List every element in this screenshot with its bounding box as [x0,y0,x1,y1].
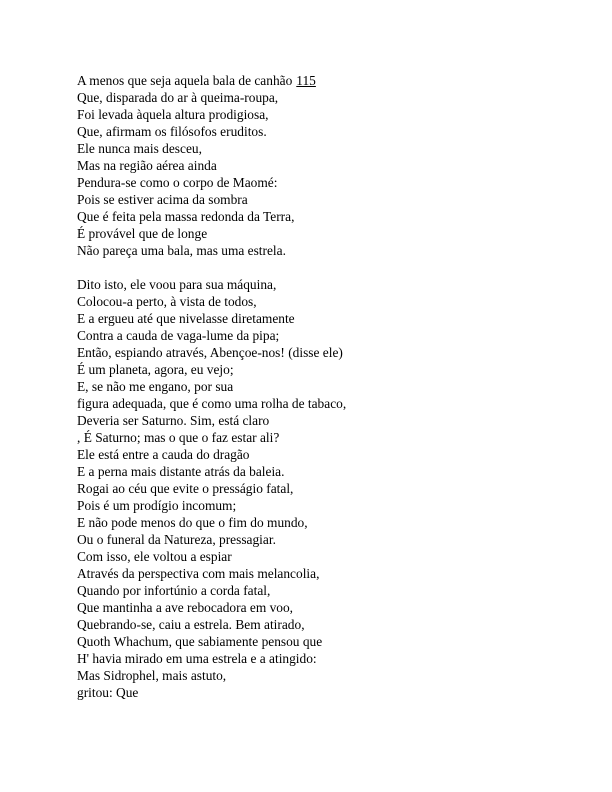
verse-line: E, se não me engano, por sua [77,379,234,394]
verse-line: Que, disparada do ar à queima-roupa, [77,90,279,105]
document-page [77,72,577,701]
verse-line: Dito isto, ele voou para sua máquina, [77,277,277,292]
verse-line: Mas na região aérea ainda [77,158,217,173]
verse-line: H' havia mirado em uma estrela e a atingido: [77,651,317,666]
verse-line: Mas Sidrophel, mais astuto, [77,668,227,683]
verse-line: Quoth Whachum, que sabiamente pensou que [77,634,323,649]
verse-line: Ele nunca mais desceu, [77,141,202,156]
verse-line: Que mantinha a ave rebocadora em voo, [77,600,294,615]
verse-line: Quebrando-se, caiu a estrela. Bem atirado, [77,617,305,632]
verse-line: Então, espiando através, Abençoe-nos! (disse ele) [77,345,343,360]
verse-line: Colocou-a perto, à vista de todos, [77,294,257,309]
verse-line: E a perna mais distante atrás da baleia. [77,464,285,479]
line-number-link[interactable]: 115 [296,73,316,88]
verse-line: Ele está entre a cauda do dragão [77,447,250,462]
verse-line: , É Saturno; mas o que o faz estar ali? [77,430,280,445]
verse-line: gritou: Que [77,685,139,700]
verse-line: Ou o funeral da Natureza, pressagiar. [77,532,276,547]
verse-line: É um planeta, agora, eu vejo; [77,362,234,377]
verse-line: Pendura-se como o corpo de Maomé: [77,175,278,190]
stanza-1 [77,72,577,259]
verse-line: Quando por infortúnio a corda fatal, [77,583,271,598]
verse-line: Rogai ao céu que evite o presságio fatal, [77,481,294,496]
verse-line: figura adequada, que é como uma rolha de tabaco, [77,396,347,411]
verse-line: Deveria ser Saturno. Sim, está claro [77,413,270,428]
stanza-2 [77,276,577,701]
verse-line: E a ergueu até que nivelasse diretamente [77,311,295,326]
verse-line: A menos que seja aquela bala de canhão 115 [77,73,316,88]
verse-line: Pois se estiver acima da sombra [77,192,248,207]
verse-line: Que, afirmam os filósofos eruditos. [77,124,267,139]
verse-line: Foi levada àquela altura prodigiosa, [77,107,269,122]
verse-line: Pois é um prodígio incomum; [77,498,237,513]
verse-line: Não pareça uma bala, mas uma estrela. [77,243,286,258]
verse-line: Contra a cauda de vaga-lume da pipa; [77,328,280,343]
verse-line: É provável que de longe [77,226,208,241]
verse-line: Que é feita pela massa redonda da Terra, [77,209,295,224]
verse-line: Através da perspectiva com mais melancolia, [77,566,320,581]
verse-line: Com isso, ele voltou a espiar [77,549,232,564]
verse-line: E não pode menos do que o fim do mundo, [77,515,308,530]
